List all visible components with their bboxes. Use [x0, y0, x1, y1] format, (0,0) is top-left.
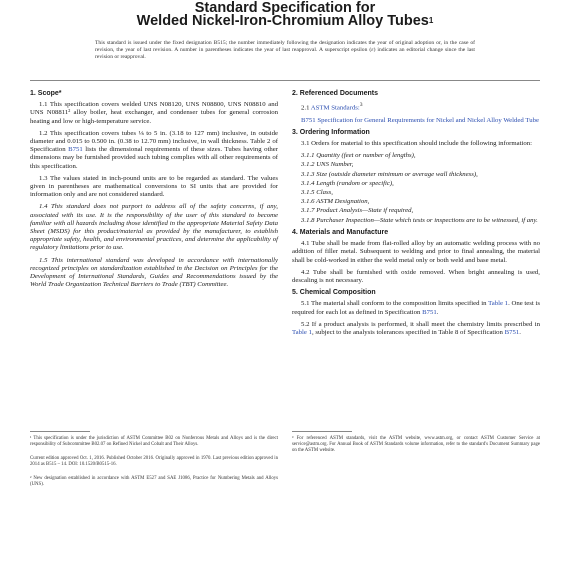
title-footnote-mark: 1 — [428, 16, 434, 25]
section-heading-referenced-documents: 2. Referenced Documents — [292, 90, 378, 97]
footnote-1-edition: Current edition approved Oct. 1, 2016. Published October 2016. Originally approved in 1970. Last previous edition approved in 2014 as B515 – 14. DOI: 10.1520/B0515-16. — [30, 456, 278, 467]
paragraph-2-1-number: 2.1 — [301, 104, 311, 112]
paragraph-1-2-text-b: lists the dimensional requirements of these sizes. Tubes having other dimensions may be furnished provided such tubing complies with all other requirements of this specification. — [30, 146, 278, 170]
paragraph-3-1-4: 3.1.4 Length (random or specific), — [301, 179, 394, 187]
document-title-line2 — [0, 13, 570, 29]
footnote-3: ³ For referenced ASTM standards, visit the ASTM website, www.astm.org, or contact ASTM Customer Service at service@astm.org. For Annual Book of ASTM Standards volume information, refer to the standard's Document Summary page on the ASTM website. — [292, 436, 540, 453]
link-b751-5-1[interactable]: B751 — [422, 308, 437, 316]
document-title-line1: Standard Specification for — [194, 0, 376, 16]
paragraph-5-2-text-c: . — [519, 328, 521, 336]
reference-title[interactable]: Specification for General Requirements for Nickel and Nickel Alloy Welded Tube — [315, 116, 539, 124]
reference-item-b751 — [301, 117, 540, 125]
paragraph-5-2 — [292, 321, 540, 337]
astm-footnote-mark: 3 — [359, 102, 363, 109]
header-divider — [30, 80, 540, 81]
section-heading-materials: 4. Materials and Manufacture — [292, 228, 389, 236]
right-column — [292, 90, 540, 341]
paragraph-3-1-3: 3.1.3 Size (outside diameter minimum or average wall thickness), — [301, 170, 478, 178]
section-heading-ordering-information: 3. Ordering Information — [292, 128, 370, 136]
paragraph-1-3: 1.3 The values stated in inch-pound units are to be regarded as standard. The values given in parentheses are mathematical conversions to SI units that are provided for information only and are not considered standard. — [30, 174, 278, 199]
link-b751-reference[interactable]: B751 — [301, 116, 316, 124]
link-table-1-5-2[interactable]: Table 1 — [292, 328, 312, 336]
link-b751[interactable]: B751 — [68, 146, 83, 154]
paragraph-4-2: 4.2 Tube shall be furnished with oxide removed. When bright annealing is used, descaling is not necessary. — [292, 268, 540, 284]
link-astm-standards[interactable]: ASTM Standards: — [310, 104, 360, 112]
paragraph-5-1-text-c: . — [436, 308, 439, 316]
footnote-1: ¹ This specification is under the jurisdiction of ASTM Committee B02 on Nonferrous Metals and Alloys and is the direct responsibility of Subcommittee B02.07 on Refined Nickel and Cobalt and Their Alloys. — [30, 436, 278, 447]
paragraph-5-1-text-a: 5.1 The material shall conform to the composition limits specified in — [301, 300, 489, 308]
paragraph-1-2 — [30, 130, 278, 171]
paragraph-1-4: 1.4 This standard does not purport to address all of the safety concerns, if any, associated with its use. It is the responsibility of the user of this standard to become familiar with all hazards including those identified in the appropriate Material Safety Data Sheet (MSDS) for this product/material as provided by the manufacturer, to establish appropriate safety, health, and environmental practices, and determine the applicability of regulatory limitations prior to use. — [30, 203, 278, 252]
footnote-divider-left — [30, 431, 90, 432]
document-title-text: Welded Nickel-Iron-Chromium Alloy Tubes — [136, 13, 429, 29]
paragraph-3-1-6: 3.1.6 ASTM Designation, — [301, 198, 370, 206]
section-heading-scope: 1. Scope* — [30, 90, 62, 97]
paragraph-4-1: 4.1 Tube shall be made from flat-rolled alloy by an automatic welding process with no addition of filler metal. Subsequent to welding and prior to final annealing, the material shall be cold-worked in either the weld metal only or both weld and base metal. — [292, 240, 540, 264]
section-heading-chemical-composition: 5. Chemical Composition — [292, 289, 376, 297]
paragraph-1-1: 1.1 This specification covers welded UNS N08120, UNS N08800, UNS N08810 and UNS N08811² alloy boiler, heat exchanger, and condenser tubes for general corrosion heating and low or high-temperature service. — [30, 101, 278, 125]
paragraph-5-2-text-b: , subject to the analysis tolerances specified in Table 8 of Specification — [311, 328, 505, 336]
paragraph-3-1-1: 3.1.1 Quantity (feet or number of lengths), — [301, 152, 416, 160]
footnote-2: ² New designation established in accordance with ASTM E527 and SAE J1086, Practice for Numbering Metals and Alloys (UNS). — [30, 476, 278, 487]
paragraph-3-1-2: 3.1.2 UNS Number, — [301, 161, 354, 169]
paragraph-3-1: 3.1 Orders for material to this specification should include the following information: — [301, 140, 532, 148]
paragraph-1-2-text-a: 1.2 This specification covers tubes ⅛ to 5 in. (3.18 to 127 mm) inclusive, in outside diameter and 0.015 to 0.500 in. (0.38 to 12.70 mm) inclusive, in wall thickness. Table 2 of Specification — [30, 129, 278, 154]
paragraph-1-5: 1.5 This international standard was developed in accordance with internationally recognized principles on standardization established in the Decision on Principles for the Development of International Standards, Guides and Recommendations issued by the World Trade Organization Technical Barriers to Trade (TBT) Committee. — [30, 256, 278, 289]
left-column — [30, 90, 278, 293]
paragraph-3-1-7: 3.1.7 Product Analysis—State if required, — [301, 207, 414, 215]
link-b751-5-2[interactable]: B751 — [504, 328, 520, 336]
paragraph-3-1-8: 3.1.8 Purchaser Inspection—State which tests or inspections are to be witnessed, if any. — [301, 216, 538, 224]
paragraph-5-2-text-a: 5.2 If a product analysis is performed, it shall meet the chemistry limits prescribed in — [301, 320, 540, 328]
paragraph-3-1-5: 3.1.5 Class, — [301, 189, 333, 197]
paragraph-2-1 — [292, 101, 540, 112]
designation-notice: This standard is issued under the fixed designation B515; the number immediately following the designation indicates the year of original adoption or, in the case of revision, the year of last revision. A number in parentheses indicates the year of last reapproval. A superscript epsilon (ε) indicates an editorial change since the last revision or reapproval. — [95, 40, 475, 60]
link-table-1[interactable]: Table 1 — [488, 300, 509, 308]
paragraph-5-1-text-b: . One test is required for each lot as defined in Specification — [292, 300, 540, 316]
paragraph-5-1 — [292, 300, 540, 316]
footnote-divider-right — [292, 431, 352, 432]
